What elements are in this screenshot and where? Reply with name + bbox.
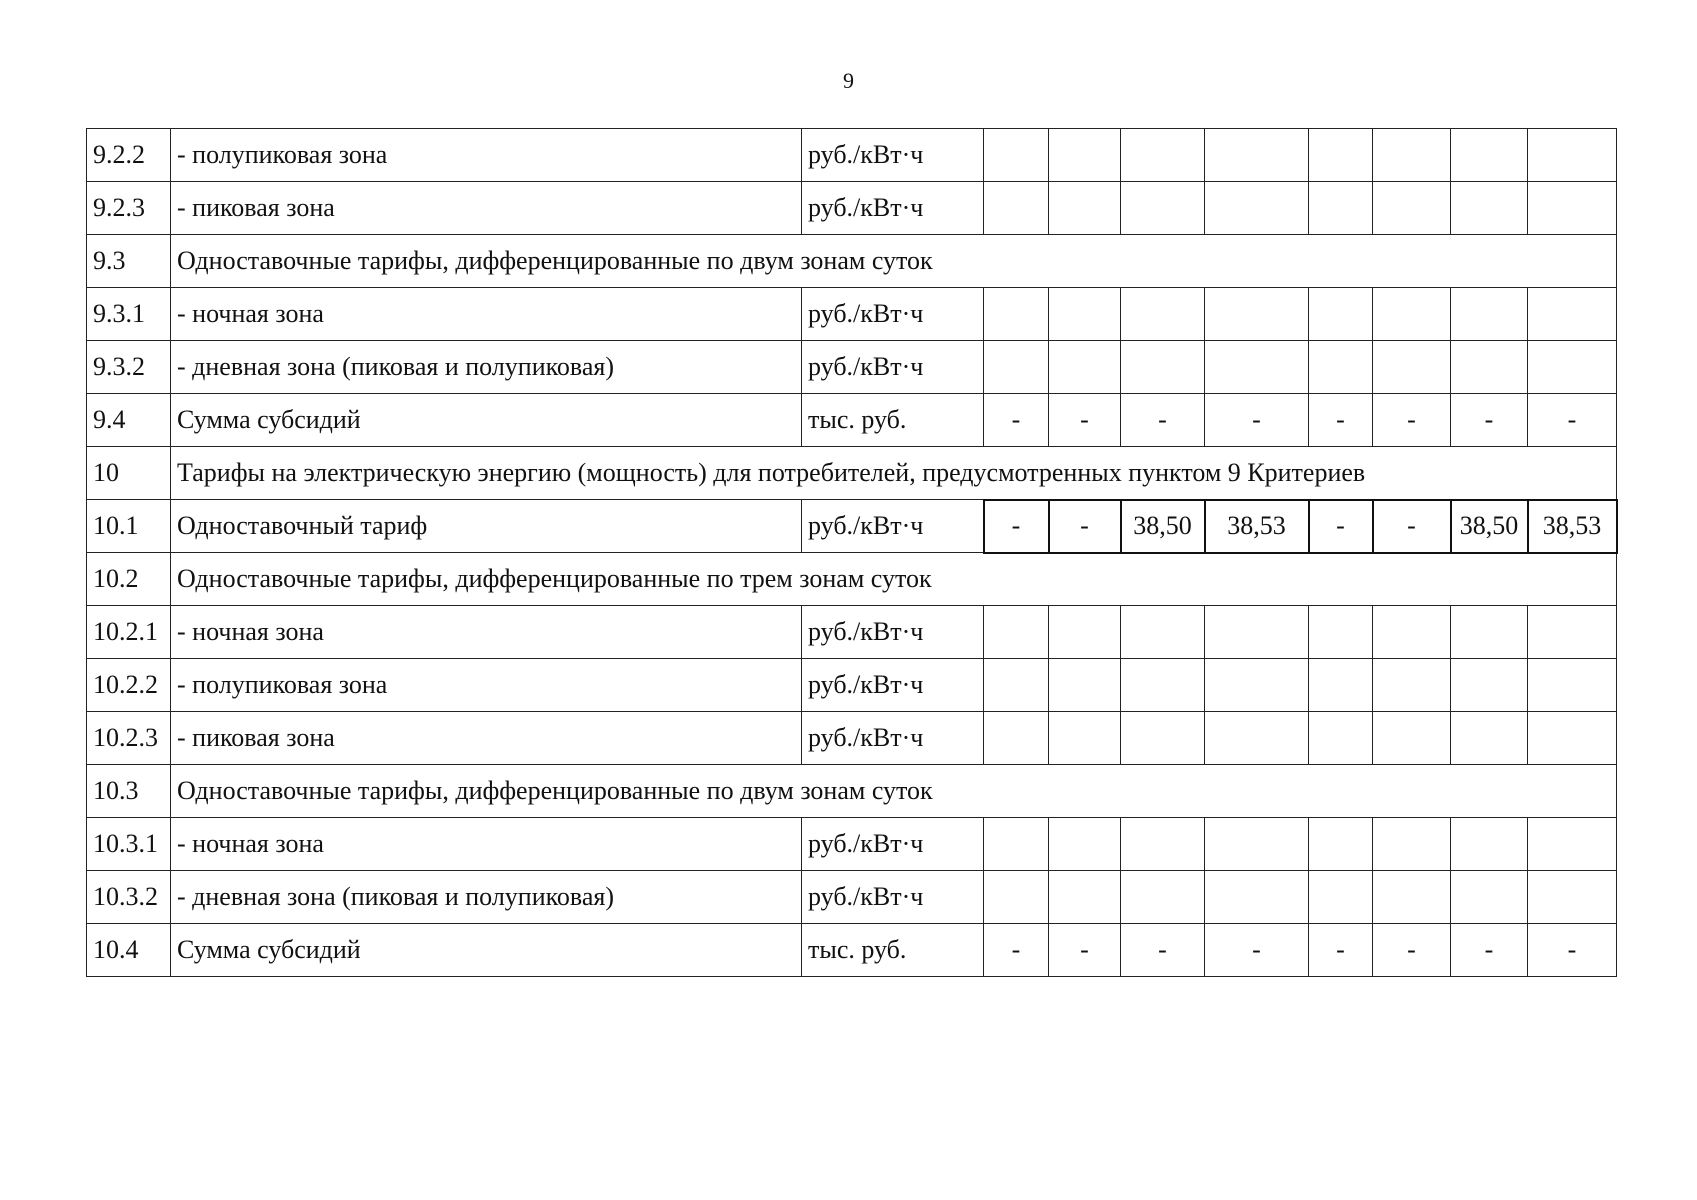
row-number: 10.3 bbox=[87, 765, 171, 818]
value-cell bbox=[1309, 606, 1373, 659]
value-cell: - bbox=[1309, 924, 1373, 977]
table-row bbox=[87, 288, 1617, 341]
value-cell bbox=[1309, 288, 1373, 341]
value-cell: - bbox=[1309, 394, 1373, 447]
value-cell: - bbox=[1049, 394, 1121, 447]
value-cell bbox=[984, 182, 1049, 235]
row-number: 9.2.2 bbox=[87, 129, 171, 182]
value-cell bbox=[1121, 182, 1205, 235]
value-cell bbox=[1205, 659, 1309, 712]
table-row bbox=[87, 924, 1617, 977]
value-cell bbox=[984, 712, 1049, 765]
value-cell bbox=[1205, 818, 1309, 871]
value-cell: - bbox=[984, 394, 1049, 447]
value-cell bbox=[1309, 712, 1373, 765]
value-cell bbox=[984, 818, 1049, 871]
row-number: 10.4 bbox=[87, 924, 171, 977]
row-name: Одноставочные тарифы, дифференцированные по трем зонам суток bbox=[171, 553, 1617, 606]
row-number: 10 bbox=[87, 447, 171, 500]
value-cell bbox=[1205, 129, 1309, 182]
row-unit: руб./кВт·ч bbox=[802, 818, 984, 871]
value-cell bbox=[984, 129, 1049, 182]
table-row bbox=[87, 235, 1617, 288]
value-cell bbox=[1373, 182, 1451, 235]
row-name: - полупиковая зона bbox=[171, 129, 802, 182]
row-name: - дневная зона (пиковая и полупиковая) bbox=[171, 871, 802, 924]
value-cell bbox=[1205, 606, 1309, 659]
row-number: 10.3.2 bbox=[87, 871, 171, 924]
value-cell: 38,53 bbox=[1205, 500, 1309, 553]
table-row bbox=[87, 394, 1617, 447]
value-cell bbox=[1049, 182, 1121, 235]
value-cell: - bbox=[1451, 394, 1528, 447]
value-cell: - bbox=[984, 500, 1049, 553]
row-name: - пиковая зона bbox=[171, 712, 802, 765]
table-row bbox=[87, 182, 1617, 235]
value-cell bbox=[1049, 341, 1121, 394]
value-cell: - bbox=[1121, 394, 1205, 447]
table-row bbox=[87, 818, 1617, 871]
value-cell bbox=[1528, 712, 1617, 765]
row-name: - дневная зона (пиковая и полупиковая) bbox=[171, 341, 802, 394]
row-unit: руб./кВт·ч bbox=[802, 500, 984, 553]
row-unit: тыс. руб. bbox=[802, 924, 984, 977]
value-cell bbox=[1309, 818, 1373, 871]
table-row bbox=[87, 129, 1617, 182]
value-cell bbox=[1451, 341, 1528, 394]
table-row bbox=[87, 871, 1617, 924]
value-cell bbox=[1451, 871, 1528, 924]
value-cell bbox=[1049, 818, 1121, 871]
row-unit: руб./кВт·ч bbox=[802, 712, 984, 765]
row-name: Сумма субсидий bbox=[171, 394, 802, 447]
row-unit: тыс. руб. bbox=[802, 394, 984, 447]
value-cell bbox=[1121, 288, 1205, 341]
value-cell bbox=[1121, 871, 1205, 924]
value-cell: - bbox=[1373, 394, 1451, 447]
value-cell bbox=[1121, 129, 1205, 182]
value-cell bbox=[1373, 659, 1451, 712]
value-cell bbox=[1309, 129, 1373, 182]
value-cell: - bbox=[984, 924, 1049, 977]
value-cell bbox=[1309, 659, 1373, 712]
table-row bbox=[87, 606, 1617, 659]
value-cell bbox=[1528, 182, 1617, 235]
value-cell bbox=[1373, 129, 1451, 182]
value-cell bbox=[1373, 712, 1451, 765]
row-number: 10.2.3 bbox=[87, 712, 171, 765]
value-cell bbox=[1049, 659, 1121, 712]
value-cell: - bbox=[1205, 924, 1309, 977]
value-cell: - bbox=[1121, 924, 1205, 977]
row-unit: руб./кВт·ч bbox=[802, 288, 984, 341]
value-cell bbox=[1451, 606, 1528, 659]
value-cell bbox=[984, 288, 1049, 341]
value-cell: - bbox=[1309, 500, 1373, 553]
row-number: 10.3.1 bbox=[87, 818, 171, 871]
value-cell bbox=[1451, 712, 1528, 765]
value-cell bbox=[1373, 341, 1451, 394]
value-cell bbox=[1373, 871, 1451, 924]
page-number: 9 bbox=[843, 68, 854, 93]
table-row bbox=[87, 712, 1617, 765]
value-cell bbox=[1373, 288, 1451, 341]
value-cell bbox=[1049, 712, 1121, 765]
table-row bbox=[87, 500, 1617, 553]
value-cell bbox=[1205, 288, 1309, 341]
table-row bbox=[87, 765, 1617, 818]
row-name: Одноставочные тарифы, дифференцированные по двум зонам суток bbox=[171, 235, 1617, 288]
row-number: 10.2.2 bbox=[87, 659, 171, 712]
row-name: Сумма субсидий bbox=[171, 924, 802, 977]
value-cell bbox=[1049, 129, 1121, 182]
value-cell bbox=[1451, 288, 1528, 341]
value-cell: - bbox=[1049, 500, 1121, 553]
row-number: 9.2.3 bbox=[87, 182, 171, 235]
value-cell bbox=[1528, 606, 1617, 659]
value-cell bbox=[1121, 818, 1205, 871]
value-cell: 38,50 bbox=[1121, 500, 1205, 553]
row-number: 10.2.1 bbox=[87, 606, 171, 659]
row-name: Тарифы на электрическую энергию (мощность) для потребителей, предусмотренных пунктом 9 Критериев bbox=[171, 447, 1617, 500]
table-row bbox=[87, 659, 1617, 712]
value-cell: - bbox=[1049, 924, 1121, 977]
value-cell bbox=[1049, 288, 1121, 341]
row-unit: руб./кВт·ч bbox=[802, 871, 984, 924]
value-cell: 38,50 bbox=[1451, 500, 1528, 553]
value-cell: - bbox=[1373, 924, 1451, 977]
value-cell bbox=[1121, 712, 1205, 765]
value-cell bbox=[1049, 871, 1121, 924]
value-cell: - bbox=[1528, 924, 1617, 977]
row-unit: руб./кВт·ч bbox=[802, 659, 984, 712]
value-cell bbox=[1205, 871, 1309, 924]
row-unit: руб./кВт·ч bbox=[802, 182, 984, 235]
row-unit: руб./кВт·ч bbox=[802, 341, 984, 394]
row-name: - ночная зона bbox=[171, 606, 802, 659]
value-cell bbox=[1121, 341, 1205, 394]
value-cell bbox=[1373, 818, 1451, 871]
value-cell bbox=[1451, 129, 1528, 182]
row-name: Одноставочный тариф bbox=[171, 500, 802, 553]
value-cell bbox=[1373, 606, 1451, 659]
value-cell bbox=[1528, 871, 1617, 924]
row-number: 9.3 bbox=[87, 235, 171, 288]
value-cell bbox=[1528, 659, 1617, 712]
value-cell bbox=[1205, 712, 1309, 765]
row-unit: руб./кВт·ч bbox=[802, 606, 984, 659]
value-cell bbox=[984, 659, 1049, 712]
value-cell bbox=[1309, 341, 1373, 394]
value-cell bbox=[1205, 341, 1309, 394]
row-name: Одноставочные тарифы, дифференцированные по двум зонам суток bbox=[171, 765, 1617, 818]
value-cell: 38,53 bbox=[1528, 500, 1617, 553]
row-number: 9.3.2 bbox=[87, 341, 171, 394]
value-cell bbox=[1528, 288, 1617, 341]
tariff-table bbox=[86, 128, 1618, 977]
row-number: 10.2 bbox=[87, 553, 171, 606]
table-row bbox=[87, 447, 1617, 500]
value-cell bbox=[1528, 341, 1617, 394]
table-body bbox=[87, 129, 1617, 977]
value-cell: - bbox=[1451, 924, 1528, 977]
row-name: - ночная зона bbox=[171, 288, 802, 341]
value-cell bbox=[984, 341, 1049, 394]
value-cell bbox=[1528, 129, 1617, 182]
value-cell bbox=[1121, 659, 1205, 712]
row-number: 9.3.1 bbox=[87, 288, 171, 341]
row-unit: руб./кВт·ч bbox=[802, 129, 984, 182]
value-cell bbox=[1309, 182, 1373, 235]
row-number: 10.1 bbox=[87, 500, 171, 553]
value-cell: - bbox=[1205, 394, 1309, 447]
value-cell bbox=[1205, 182, 1309, 235]
value-cell bbox=[1049, 606, 1121, 659]
value-cell bbox=[1528, 818, 1617, 871]
row-number: 9.4 bbox=[87, 394, 171, 447]
value-cell bbox=[1451, 818, 1528, 871]
row-name: - полупиковая зона bbox=[171, 659, 802, 712]
row-name: - ночная зона bbox=[171, 818, 802, 871]
value-cell bbox=[1121, 606, 1205, 659]
row-name: - пиковая зона bbox=[171, 182, 802, 235]
value-cell bbox=[1309, 871, 1373, 924]
value-cell: - bbox=[1528, 394, 1617, 447]
table-row bbox=[87, 553, 1617, 606]
value-cell: - bbox=[1373, 500, 1451, 553]
value-cell bbox=[1451, 659, 1528, 712]
value-cell bbox=[984, 871, 1049, 924]
value-cell bbox=[1451, 182, 1528, 235]
table-row bbox=[87, 341, 1617, 394]
value-cell bbox=[984, 606, 1049, 659]
